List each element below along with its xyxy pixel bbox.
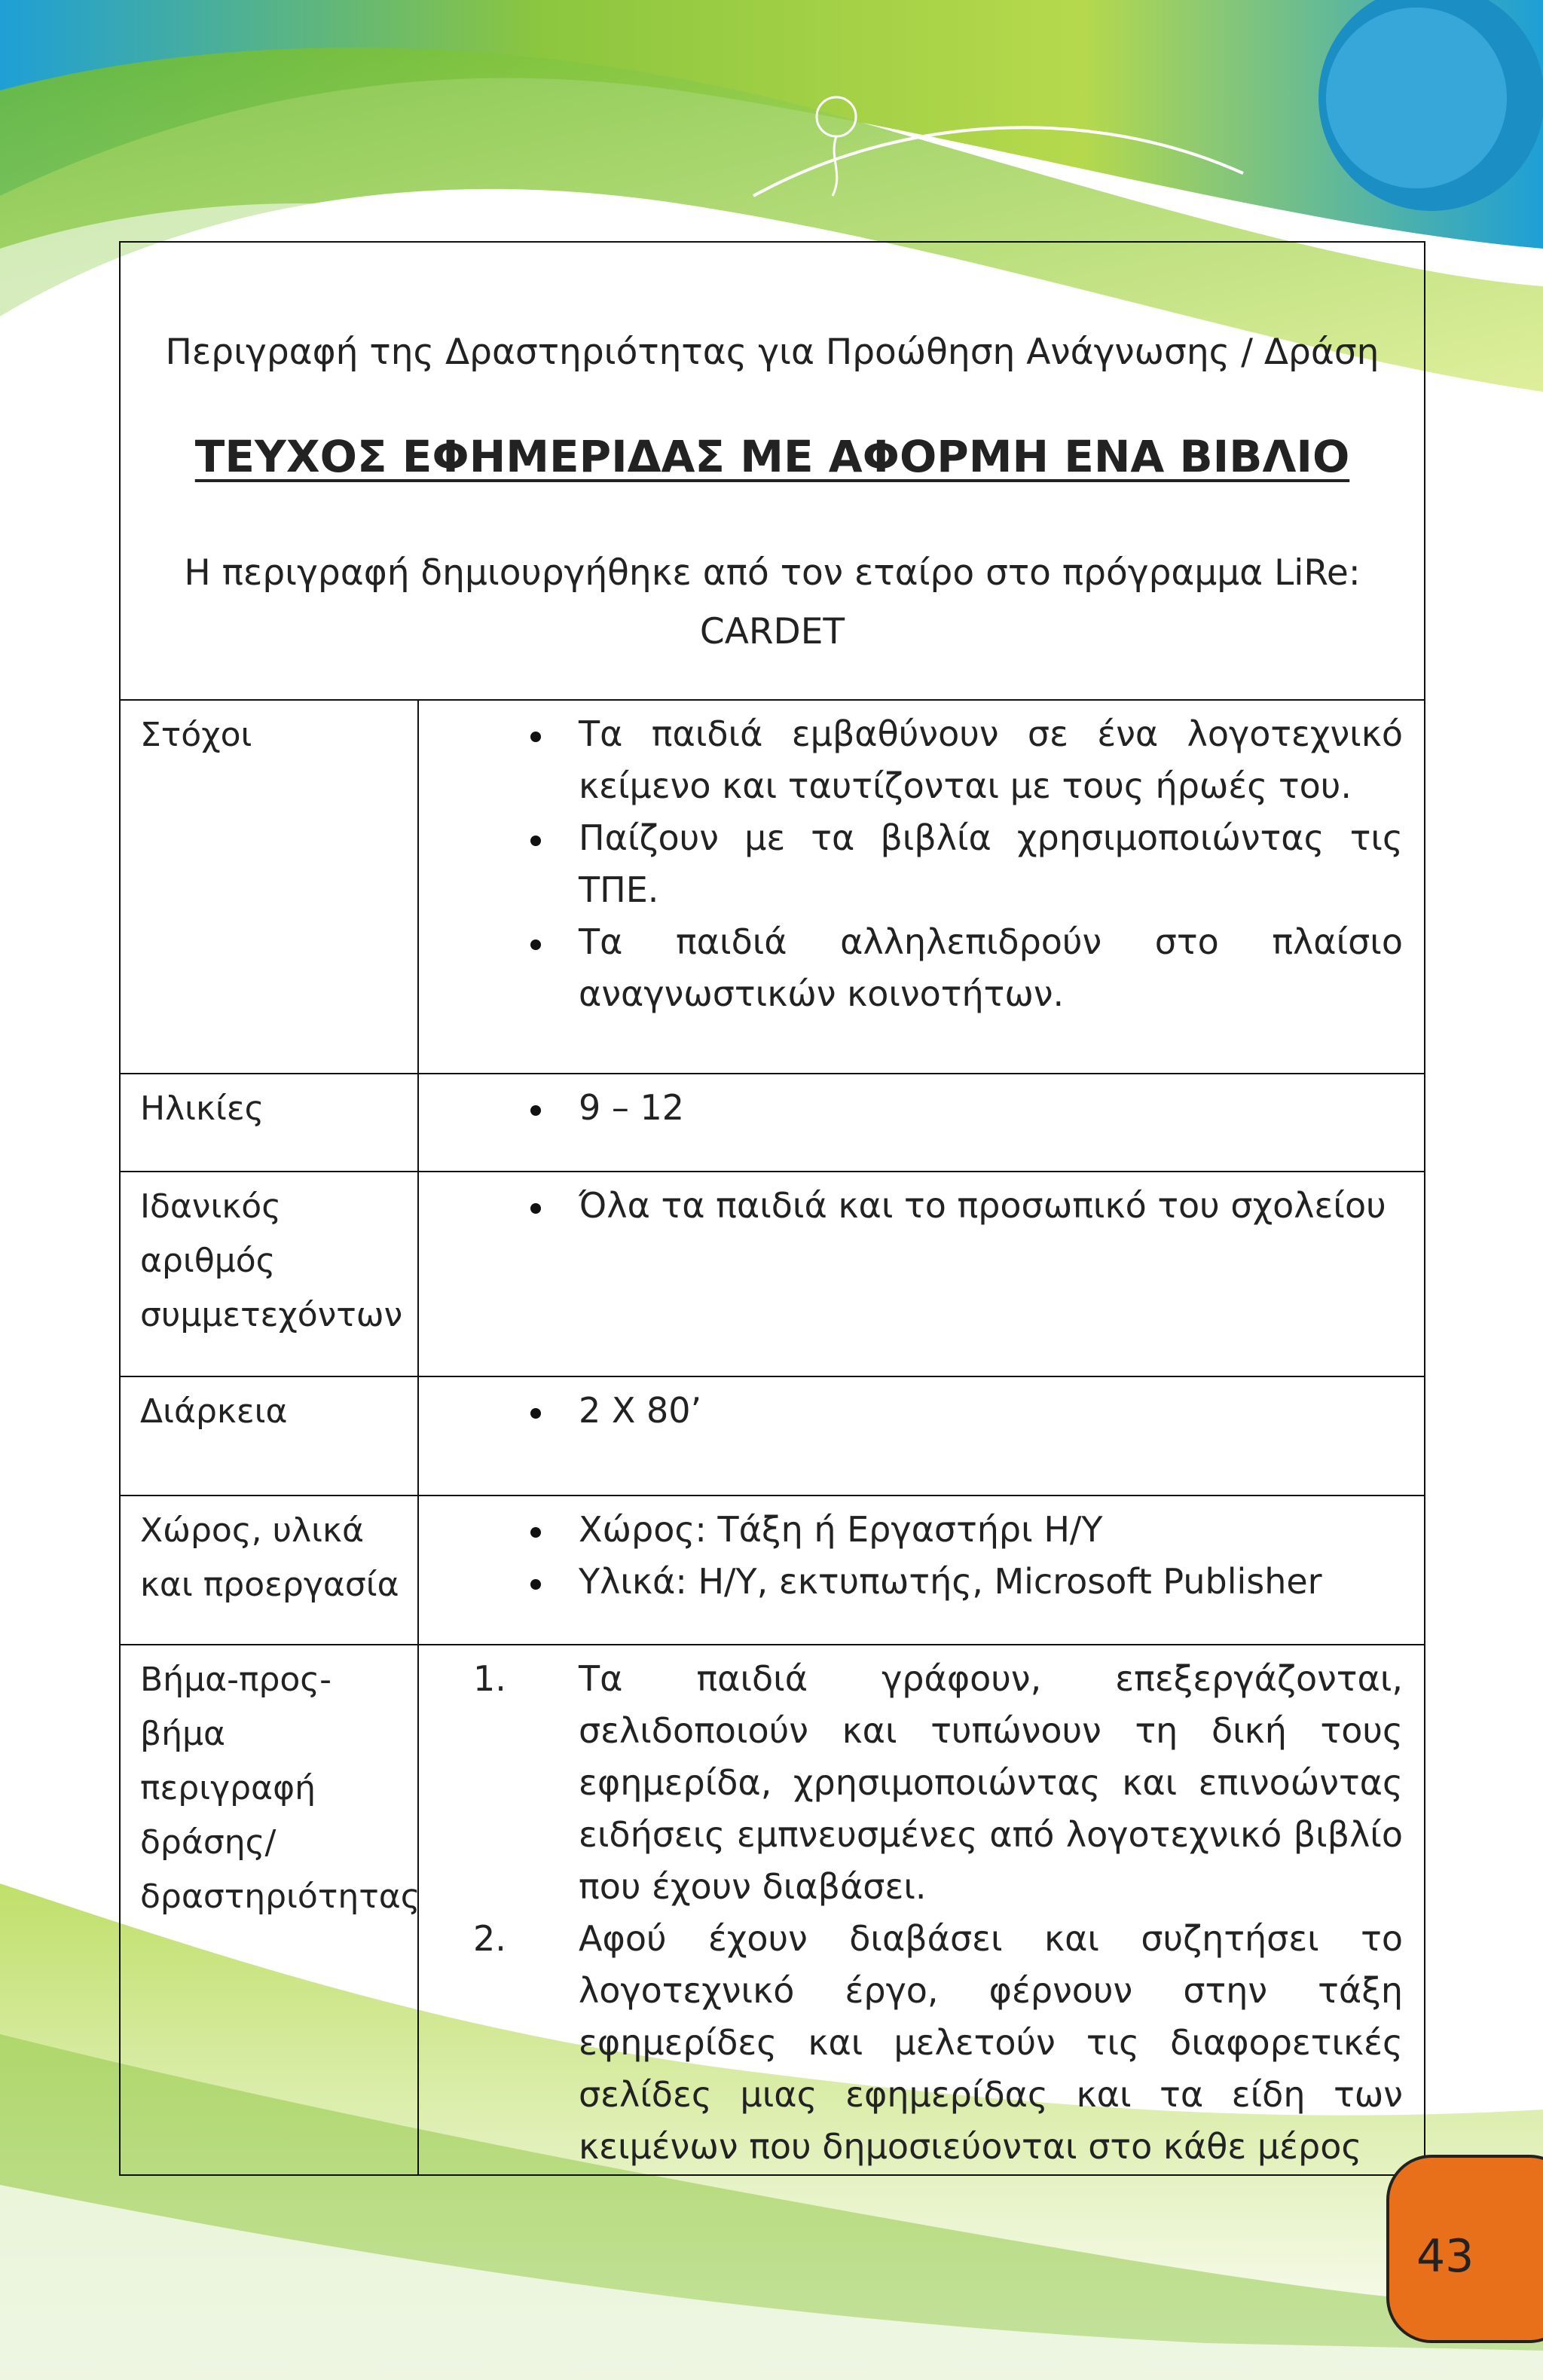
row-duration [121, 1377, 1424, 1496]
label-line: βήμα [140, 1715, 225, 1753]
row-goals [121, 701, 1424, 1074]
item-text: Χώρος: Τάξη ή Εργαστήρι Η/Υ [579, 1509, 1103, 1550]
row-label [121, 1172, 419, 1376]
bullet-icon [530, 1105, 541, 1116]
byline-partner: CARDET [699, 611, 845, 652]
label-line: αριθμός [140, 1242, 276, 1280]
row-value [419, 1377, 1424, 1495]
step-number: 1. [473, 1658, 506, 1699]
list-item [419, 1180, 1403, 1232]
table-header [121, 243, 1424, 701]
row-label [121, 1645, 419, 2174]
list-item [419, 1653, 1403, 1913]
label-line: Χώρος, υλικά [140, 1511, 364, 1550]
label-line: Βήμα-προς- [140, 1661, 332, 1699]
item-text: Παίζουν με τα βιβλία χρησιμοποιώντας τις ΤΠΕ. [579, 817, 1403, 910]
list-item [419, 708, 1403, 812]
row-value [419, 1496, 1424, 1644]
bullet-icon [530, 939, 541, 950]
row-label: Διάρκεια [121, 1377, 419, 1495]
bullet-icon [530, 836, 541, 846]
row-value [419, 701, 1424, 1073]
item-text: Όλα τα παιδιά και το προσωπικό του σχολείου [579, 1185, 1386, 1226]
list-item [419, 916, 1403, 1020]
row-label [121, 1496, 419, 1644]
document-title-text: ΤΕΥΧΟΣ ΕΦΗΜΕΡΙΔΑΣ ΜΕ ΑΦΟΡΜΗ ΕΝΑ ΒΙΒΛΙΟ [194, 431, 1350, 482]
item-text: Τα παιδιά αλληλεπιδρούν στο πλαίσιο αναγνωστικών κοινοτήτων. [579, 921, 1403, 1014]
label-line: περιγραφή [140, 1769, 316, 1807]
list-item [419, 1504, 1403, 1556]
item-text: Υλικά: Η/Υ, εκτυπωτής, Microsoft Publisher [579, 1561, 1322, 1602]
row-ages [121, 1074, 1424, 1172]
label-line: συμμετεχόντων [140, 1296, 403, 1334]
row-participants [121, 1172, 1424, 1377]
row-label: Ηλικίες [121, 1074, 419, 1171]
bullet-icon [530, 1527, 541, 1538]
bullet-icon [530, 1579, 541, 1590]
row-steps [121, 1645, 1424, 2174]
label-line: δραστηριότητας [140, 1877, 420, 1916]
label-line: και προεργασία [140, 1566, 399, 1604]
page-number: 43 [1416, 2230, 1474, 2283]
bullet-icon [530, 1408, 541, 1419]
list-item [419, 812, 1403, 916]
bullet-icon [530, 1203, 541, 1214]
row-label: Στόχοι [121, 701, 419, 1073]
document-title [121, 431, 1424, 482]
row-space-materials [121, 1496, 1424, 1645]
row-value [419, 1074, 1424, 1171]
list-item [419, 1913, 1403, 2173]
byline [121, 544, 1424, 661]
byline-line-1: Η περιγραφή δημιουργήθηκε από τον εταίρο στο πρόγραμμα LiRe: [184, 552, 1361, 594]
row-value [419, 1645, 1424, 2174]
item-text: 9 – 12 [579, 1087, 685, 1128]
item-text: 2 Χ 80’ [579, 1390, 702, 1431]
list-item [419, 1082, 1403, 1134]
intro-line: Περιγραφή της Δραστηριότητας για Προώθηση Ανάγνωσης / Δράση [165, 331, 1380, 373]
label-line: Ιδανικός [140, 1187, 282, 1226]
list-item [419, 1385, 1403, 1437]
item-text: Αφού έχουν διαβάσει και συζητήσει το λογοτεχνικό έργο, φέρνουν στην τάξη εφημερίδες και μελετούν τις διαφορετικές σελίδες μιας εφημερίδας και τα είδη των κειμένων που δημοσιεύονται στο κάθε μέρος [579, 1918, 1403, 2167]
bullet-icon [530, 732, 541, 742]
step-number: 2. [473, 1918, 506, 1959]
label-line: δράσης/ [140, 1823, 277, 1862]
row-value [419, 1172, 1424, 1376]
item-text: Τα παιδιά γράφουν, επεξεργάζονται, σελιδοποιούν και τυπώνουν τη δική τους εφημερίδα, χρησιμοποιώντας και επινοώντας ειδήσεις εμπνευσμένες από λογοτεχνικό βιβλίο που έχουν διαβάσει. [579, 1658, 1403, 1907]
list-item [419, 1556, 1403, 1608]
item-text: Τα παιδιά εμβαθύνουν σε ένα λογοτεχνικό κείμενο και ταυτίζονται με τους ήρωές του. [579, 713, 1403, 806]
activity-table [119, 241, 1425, 2176]
